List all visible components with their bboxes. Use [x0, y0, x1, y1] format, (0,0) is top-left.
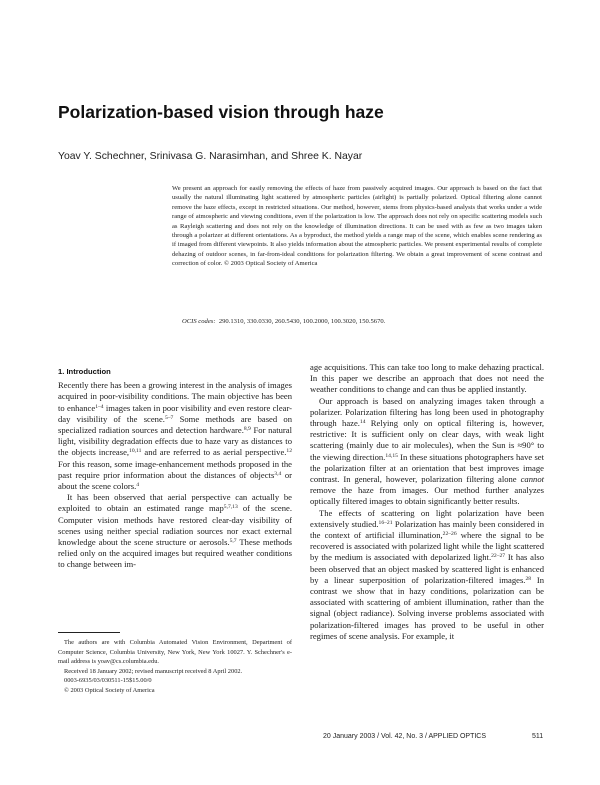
section-heading: 1. Introduction	[58, 367, 111, 376]
ocis-codes	[182, 318, 385, 325]
footnote-divider	[58, 632, 120, 633]
ocis-code-list: 290.1310, 330.0330, 260.5430, 100.2000, 100.3020, 150.5670.	[218, 318, 386, 325]
author-list: Yoav Y. Schechner, Srinivasa G. Narasimhan, and Shree K. Nayar	[58, 151, 363, 162]
intro-paragraph-3: age acquisitions. This can take too long to make dehazing practical. In this paper we describe an approach that does not need the weather conditions to change and can thus be applied instantly.	[310, 362, 544, 395]
footnote	[58, 638, 292, 696]
footnote-affiliation: The authors are with Columbia Automated Vision Environment, Department of Computer Science, Columbia University, New York, New York 10027. Y. Schechner's e-mail address is yoav@cs.columbia.edu.	[58, 639, 292, 666]
journal-citation: 20 January 2003 / Vol. 42, No. 3 / APPLIED OPTICS	[323, 733, 487, 740]
intro-paragraph-1: Recently there has been a growing interest in the analysis of images acquired in poor-visibility conditions. The main objective has been to enhance$^{1-4}$ images taken in poor visibility and even restore clear-day visibility of the scene.$^{5-7}$ Some methods are based on specialized radiation sources and detection hardware.$^{8,9}$ For natural light, visibility degradation effects due to haze vary as distances to the objects increase,$^{10,11}$ and are referred to as aerial perspective.$^{12}$ For this reason, some image-enhancement methods proposed in the past require prior information about the distances of objects$^{3,4}$ or about the scene colors.$^4$	[58, 380, 293, 492]
right-column	[310, 362, 544, 642]
intro-paragraph-5: The effects of scattering on light polarization have been extensively studied.$^{16-21}$ Polarization has mainly been considered in the context of artificial illumination,$^{22-26}$ where the signal to be recovered is associated with polarized light while the light scattered by the medium is associated with depolarized light.$^{22-27}$ It has also been observed that an object masked by scattered light is enhanced by a linear superposition of polarization-filtered images.$^{28}$ In contrast we show that in hazy conditions, polarization can be associated with scattering of ambient illumination, rather than the signal (object radiance). Solving inverse problems associated with polarization-filtered images has proved to be useful in other regimes of scene analysis. For example, it	[310, 507, 544, 641]
abstract: We present an approach for easily removing the effects of haze from passively acquired images. Our approach is based on the fact that usually the natural illuminating light scattered by atmospheric particles (airlight) is partially polarized. Optical filtering alone cannot remove the haze effects, except in restricted situations. Our method, however, stems from physics-based analysis that works under a wide range of atmospheric and viewing conditions, even if the polarization is low. The approach does not rely on specific scattering models such as Rayleigh scattering and does not rely on the knowledge of illumination directions. It can be used with as few as two images taken through a polarizer at different orientations. As a byproduct, the method yields a range map of the scene, which enables scene rendering as if imaged from different viewpoints. It also yields information about the atmospheric particles. We present experimental results of complete dehazing of outdoor scenes, in far-from-ideal conditions for polarization filtering. We obtain a great improvement of scene contrast and correction of color. © 2003 Optical Society of America	[172, 185, 542, 268]
footnote-received: Received 18 January 2002; revised manuscript received 8 April 2002.	[64, 667, 243, 675]
footnote-copyright: © 2003 Optical Society of America	[64, 686, 155, 694]
footnote-code: 0003-6935/03/030511-15$15.00/0	[64, 677, 152, 685]
page-number: 511	[532, 733, 544, 740]
left-column	[58, 366, 292, 571]
intro-paragraph-2: It has been observed that aerial perspective can actually be exploited to obtain an estimated range map$^{5,7,13}$ of the scene. Computer vision methods have restored clear-day visibility of scenes using neither special radiation sources nor exact external knowledge about the scene structure or aerosols.$^{5,7}$ These methods relied only on the acquired images but required weather conditions to change between im-	[58, 492, 292, 570]
paper-title: Polarization-based vision through haze	[58, 102, 384, 122]
ocis-label: OCIS codes:	[182, 318, 216, 325]
intro-paragraph-4: Our approach is based on analyzing images taken through a polarizer. Polarization filtering has long been used in photography through haze.$^{14}$ Relying only on optical filtering is, however, restrictive: It is sufficient only on clear days, with weak light scattering (mainly due to air molecules), when the Sun is ≈90° to the viewing direction.$^{14,15}$ In these situations photographers have set the polarization filter at an orientation that best improves image contrast. In general, however, polarization filtering alone cannot remove the haze from images. Our method further analyzes optically filtered images to obtain significantly better results.	[310, 395, 544, 507]
